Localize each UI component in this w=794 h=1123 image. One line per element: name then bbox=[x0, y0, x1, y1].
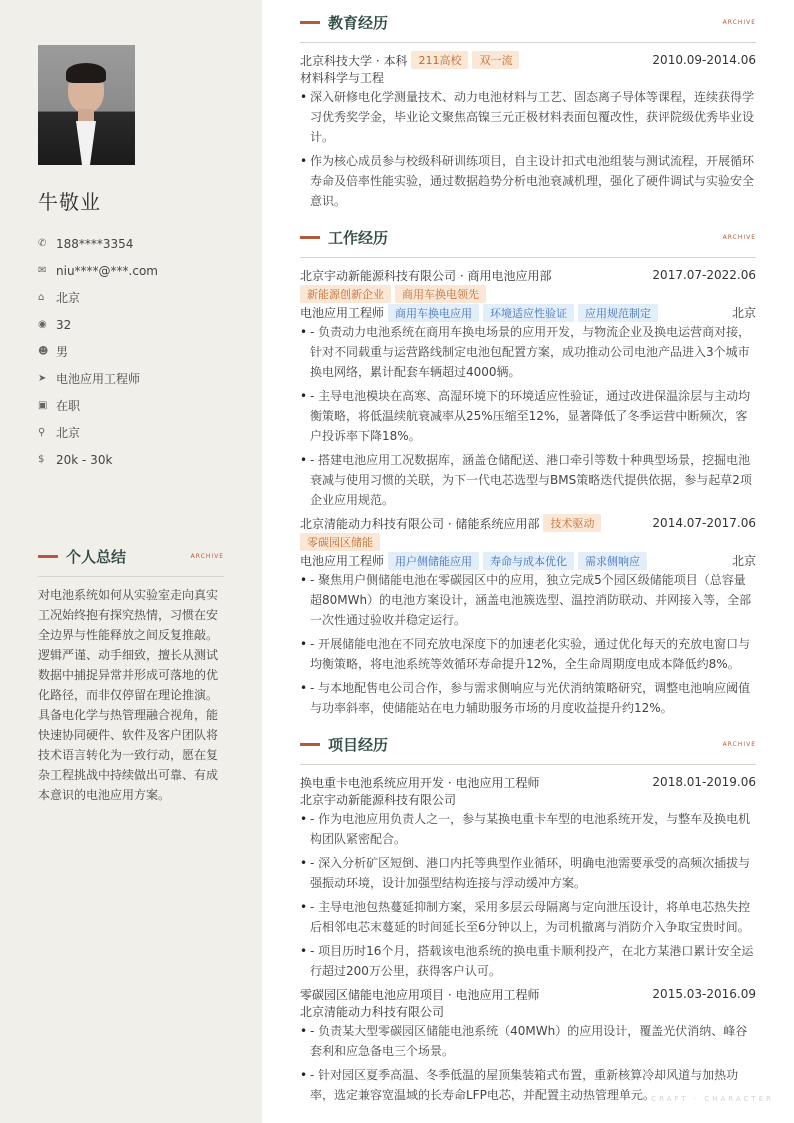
job-bullet: • - 负责动力电池系统在商用车换电场景的应用开发，与物流企业及换电运营商对接，针对不同载重与运营路线制定电池包配置方案，成功推动公司电池产品进入3个城市换电网络，累计配套车辆超过4000辆。 bbox=[300, 322, 756, 382]
contact-info-text: 北京 bbox=[56, 291, 81, 305]
contact-info-list bbox=[38, 230, 158, 473]
job-list bbox=[300, 266, 756, 718]
archive-tag: ARCHIVE bbox=[722, 741, 756, 748]
job-entry bbox=[300, 514, 756, 718]
project-bullet: • - 针对园区夏季高温、冬季低温的屋顶集装箱式布置，重新核算冷却风道与加热功率，选定兼容宽温域的长寿命LFP电芯，并配置主动热管理单元。 bbox=[300, 1065, 756, 1105]
job-role-row bbox=[300, 303, 756, 322]
contact-info-text: niu****@***.com bbox=[56, 263, 158, 278]
project-bullet: • - 负责某大型零碳园区储能电池系统（40MWh）的应用设计，覆盖光伏消纳、峰谷套利和应急备电三个场景。 bbox=[300, 1021, 756, 1061]
contact-info-text: 北京 bbox=[56, 426, 81, 440]
phone-icon: ✆ bbox=[38, 238, 47, 249]
major: 材料科学与工程 bbox=[300, 71, 385, 85]
archive-tag: ARCHIVE bbox=[190, 553, 224, 560]
project-name: 换电重卡电池系统应用开发 · 电池应用工程师 bbox=[300, 775, 540, 790]
location-icon: ⚲ bbox=[38, 427, 46, 438]
contact-info-text: 32 bbox=[56, 317, 72, 332]
job-role: 电池应用工程师 bbox=[300, 306, 385, 320]
project-name: 零碳园区储能电池应用项目 · 电池应用工程师 bbox=[300, 987, 540, 1002]
photo-shirt bbox=[76, 121, 96, 165]
school-name: 北京科技大学 · 本科 bbox=[300, 53, 408, 68]
education-period: 2010.09-2014.06 bbox=[652, 53, 756, 67]
project-bullets bbox=[300, 1021, 756, 1105]
project-entry bbox=[300, 985, 756, 1105]
skill-badge: 环境适应性验证 bbox=[483, 304, 574, 322]
summary-header bbox=[38, 546, 224, 577]
contact-info-item bbox=[38, 419, 158, 446]
work-section bbox=[300, 227, 756, 722]
company-feature-badge: 商用车换电领先 bbox=[395, 285, 486, 303]
contact-info-text: 20k - 30k bbox=[56, 452, 113, 467]
summary-title: 个人总结 bbox=[66, 548, 127, 566]
job-bullet: • - 主导电池模块在高寒、高湿环境下的环境适应性验证，通过改进保温涂层与主动均衡策略，将低温续航衰减率从25%压缩至12%，显著降低了冬季运营中断频次，客户投诉率下降18%。 bbox=[300, 386, 756, 446]
job-bullet: • - 搭建电池应用工况数据库，涵盖仓储配送、港口牵引等数十种典型场景，挖掘电池衰减与使用习惯的关联，为下一代电芯选型与BMS策略迭代提供依据，参与起草2项企业应用规范。 bbox=[300, 450, 756, 510]
project-list bbox=[300, 773, 756, 1105]
skill-badge: 商用车换电应用 bbox=[388, 304, 479, 322]
footer-watermark: CRAFT · CHARACTER bbox=[651, 1095, 774, 1103]
projects-title: 项目经历 bbox=[328, 736, 389, 754]
contact-info-item bbox=[38, 338, 158, 365]
skill-badge: 需求侧响应 bbox=[578, 552, 647, 570]
salary-icon: $ bbox=[38, 454, 45, 465]
contact-info-item bbox=[38, 311, 158, 338]
company-feature-badge: 新能源创新企业 bbox=[300, 285, 391, 303]
project-title-row bbox=[300, 985, 756, 1003]
project-bullet: • - 项目历时16个月，搭载该电池系统的换电重卡顺利投产，在北方某港口累计安全运行超过200万公里，获得客户认可。 bbox=[300, 941, 756, 981]
job-city: 北京 bbox=[731, 306, 756, 320]
summary-section bbox=[38, 546, 224, 805]
contact-info-item bbox=[38, 230, 158, 257]
job-city: 北京 bbox=[731, 554, 756, 568]
job-bullet: • - 聚焦用户侧储能电池在零碳园区中的应用，独立完成5个园区级储能项目（总容量超80MWh）的电池方案设计，涵盖电池簇选型、温控消防联动、并网接入等，全部一次性通过验收并稳定运行。 bbox=[300, 570, 756, 630]
contact-info-text: 在职 bbox=[56, 399, 81, 413]
contact-info-item bbox=[38, 446, 158, 473]
mail-icon: ✉ bbox=[38, 265, 47, 276]
contact-info-item bbox=[38, 284, 158, 311]
contact-info-text: 电池应用工程师 bbox=[56, 372, 141, 386]
briefcase-icon: ▣ bbox=[38, 400, 48, 411]
project-bullets bbox=[300, 809, 756, 981]
photo-neck bbox=[78, 109, 94, 123]
gender-icon: ☻ bbox=[38, 346, 49, 357]
project-entry bbox=[300, 773, 756, 981]
project-title-row bbox=[300, 773, 756, 791]
contact-info-item bbox=[38, 365, 158, 392]
archive-tag: ARCHIVE bbox=[722, 234, 756, 241]
education-bullets bbox=[300, 87, 756, 211]
work-title: 工作经历 bbox=[328, 229, 389, 247]
job-badge-row bbox=[300, 284, 756, 303]
job-bullets bbox=[300, 570, 756, 718]
contact-info-text: 男 bbox=[56, 345, 69, 359]
education-bullet: • 深入研修电化学测量技术、动力电池材料与工艺、固态离子导体等课程，连续获得学习优秀奖学金，毕业论文聚焦高镍三元正极材料表面包覆改性，获评院级优秀毕业设计。 bbox=[300, 87, 756, 147]
company-badge: 技术驱动 bbox=[543, 514, 601, 532]
job-company-row bbox=[300, 266, 756, 284]
job-badge-row bbox=[300, 532, 756, 551]
contact-info-text: 188****3354 bbox=[56, 236, 134, 251]
section-accent-bar bbox=[300, 743, 320, 746]
section-accent-bar bbox=[300, 236, 320, 239]
education-bullet: • 作为核心成员参与校级科研训练项目，自主设计扣式电池组装与测试流程，开展循环寿命及倍率性能实验，通过数据趋势分析电池衰减机理，强化了硬件调试与实验安全意识。 bbox=[300, 151, 756, 211]
skill-badge: 寿命与成本优化 bbox=[483, 552, 574, 570]
project-org: 北京清能动力科技有限公司 bbox=[300, 1005, 445, 1019]
job-bullets bbox=[300, 322, 756, 510]
target-icon: ➤ bbox=[38, 373, 47, 384]
job-entry bbox=[300, 266, 756, 510]
project-org: 北京宇动新能源科技有限公司 bbox=[300, 793, 457, 807]
education-section bbox=[300, 12, 756, 215]
projects-section bbox=[300, 734, 756, 1109]
project-bullet: • - 深入分析矿区短倒、港口内托等典型作业循环，明确电池需要承受的高频次插拔与强振动环境，设计加强型结构连接与浮动缓冲方案。 bbox=[300, 853, 756, 893]
job-period: 2017.07-2022.06 bbox=[652, 268, 756, 282]
job-bullet: • - 与本地配售电公司合作，参与需求侧响应与光伏消纳策略研究，调整电池响应阈值与功率斜率，使储能站在电力辅助服务市场的月度收益提升约12%。 bbox=[300, 678, 756, 718]
skill-badge: 应用规范制定 bbox=[578, 304, 658, 322]
photo-hair bbox=[66, 63, 106, 83]
company-name: 北京清能动力科技有限公司 · 储能系统应用部 bbox=[300, 516, 540, 531]
job-bullet: • - 开展储能电池在不同充放电深度下的加速老化实验，通过优化每天的充放电窗口与均衡策略，将电池系统等效循环寿命提升12%，全生命周期度电成本降低约8%。 bbox=[300, 634, 756, 674]
project-period: 2018.01-2019.06 bbox=[652, 775, 756, 789]
education-title: 教育经历 bbox=[328, 14, 389, 32]
projects-header bbox=[300, 734, 756, 765]
work-header bbox=[300, 227, 756, 258]
project-bullet: • - 主导电池包热蔓延抑制方案，采用多层云母隔离与定向泄压设计，将单电芯热失控后相邻电芯末蔓延的时间延长至6分钟以上，为司机撤离与消防介入争取宝贵时间。 bbox=[300, 897, 756, 937]
contact-info-item bbox=[38, 392, 158, 419]
contact-info-item bbox=[38, 257, 158, 284]
school-badge: 双一流 bbox=[472, 51, 519, 69]
section-accent-bar bbox=[38, 555, 58, 558]
project-period: 2015.03-2016.09 bbox=[652, 987, 756, 1001]
job-role: 电池应用工程师 bbox=[300, 554, 385, 568]
job-period: 2014.07-2017.06 bbox=[652, 516, 756, 530]
job-company-row bbox=[300, 514, 756, 532]
job-role-row bbox=[300, 551, 756, 570]
age-icon: ◉ bbox=[38, 319, 47, 330]
profile-photo bbox=[38, 45, 135, 165]
candidate-name: 牛敬业 bbox=[38, 190, 101, 214]
school-badge: 211高校 bbox=[411, 51, 468, 69]
skill-badge: 用户侧储能应用 bbox=[388, 552, 479, 570]
education-header bbox=[300, 12, 756, 43]
company-feature-badge: 零碳园区储能 bbox=[300, 533, 380, 551]
home-icon: ⌂ bbox=[38, 292, 45, 303]
education-row bbox=[300, 51, 756, 69]
summary-text: 对电池系统如何从实验室走向真实工况始终抱有探究热情，习惯在安全边界与性能释放之间反复推敲。逻辑严谨、动手细致，擅长从测试数据中捕捉异常并形成可落地的优化路径，而非仅停留在理论推演。具备电化学与热管理融合视角，能快速协同硬件、软件及客户团队将技术语言转化为一致行动，愿在复杂工程挑战中持续做出可靠、有成本意识的电池应用方案。 bbox=[38, 588, 219, 802]
company-name: 北京宇动新能源科技有限公司 · 商用电池应用部 bbox=[300, 268, 552, 283]
archive-tag: ARCHIVE bbox=[722, 19, 756, 26]
section-accent-bar bbox=[300, 21, 320, 24]
project-bullet: • - 作为电池应用负责人之一，参与某换电重卡车型的电池系统开发，与整车及换电机构团队紧密配合。 bbox=[300, 809, 756, 849]
